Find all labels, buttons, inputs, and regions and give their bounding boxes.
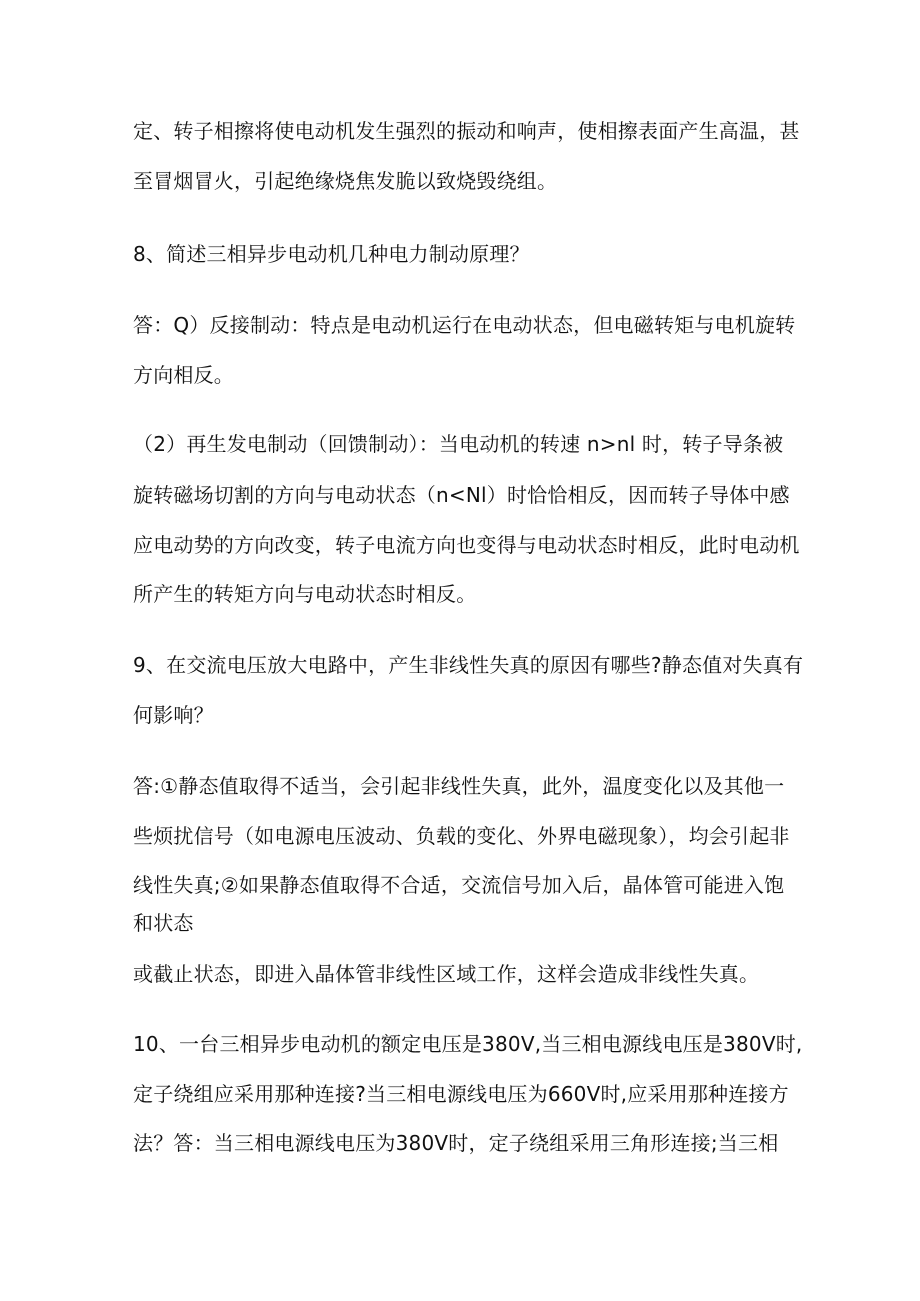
answer-8-line: 应电动势的方向改变，转子电流方向也变得与电动状态时相反，此时电动机 — [133, 533, 800, 557]
answer-9-line: 答:①静态值取得不适当，会引起非线性失真，此外，温度变化以及其他一 — [133, 774, 785, 798]
answer-9-line: 或截止状态，即进入晶体管非线性区域工作，这样会造成非线性失真。 — [133, 962, 760, 986]
answer-8-line: （2）再生发电制动（回馈制动）：当电动机的转速 n>nl 时，转子导条被 — [133, 432, 784, 456]
question-9-line: 何影响？ — [133, 703, 214, 727]
question-9: 9、在交流电压放大电路中，产生非线性失真的原因有哪些?静态值对失真有 — [133, 653, 804, 677]
question-8: 8、简述三相异步电动机几种电力制动原理？ — [133, 242, 530, 266]
question-10: 10、一台三相异步电动机的额定电压是380V,当三相电源线电压是380V时, — [133, 1032, 803, 1056]
answer-8-line: 答：Q）反接制动：特点是电动机运行在电动状态，但电磁转矩与电机旋转 — [133, 313, 796, 337]
question-10-line: 定子绕组应采用那种连接?当三相电源线电压为660V时,应采用那种连接方 — [133, 1082, 789, 1106]
answer-9-line: 和状态 — [133, 911, 194, 935]
answer-10-line: 法？答：当三相电源线电压为380V时，定子绕组采用三角形连接;当三相 — [133, 1131, 779, 1155]
answer-8-line: 所产生的转矩方向与电动状态时相反。 — [133, 582, 477, 606]
text-line: 至冒烟冒火，引起绝缘烧焦发脆以致烧毁绕组。 — [133, 169, 558, 193]
answer-9-line: 些烦扰信号（如电源电压波动、负载的变化、外界电磁现象），均会引起非 — [133, 824, 790, 848]
answer-9-line: 线性失真;②如果静态值取得不合适，交流信号加入后，晶体管可能进入饱 — [133, 873, 785, 897]
text-line: 定、转子相擦将使电动机发生强烈的振动和响声，使相擦表面产生高温，甚 — [133, 119, 800, 143]
answer-8-line: 方向相反。 — [133, 363, 234, 387]
answer-8-line: 旋转磁场切割的方向与电动状态（n<Nl）时恰恰相反，因而转子导体中感 — [133, 483, 790, 507]
